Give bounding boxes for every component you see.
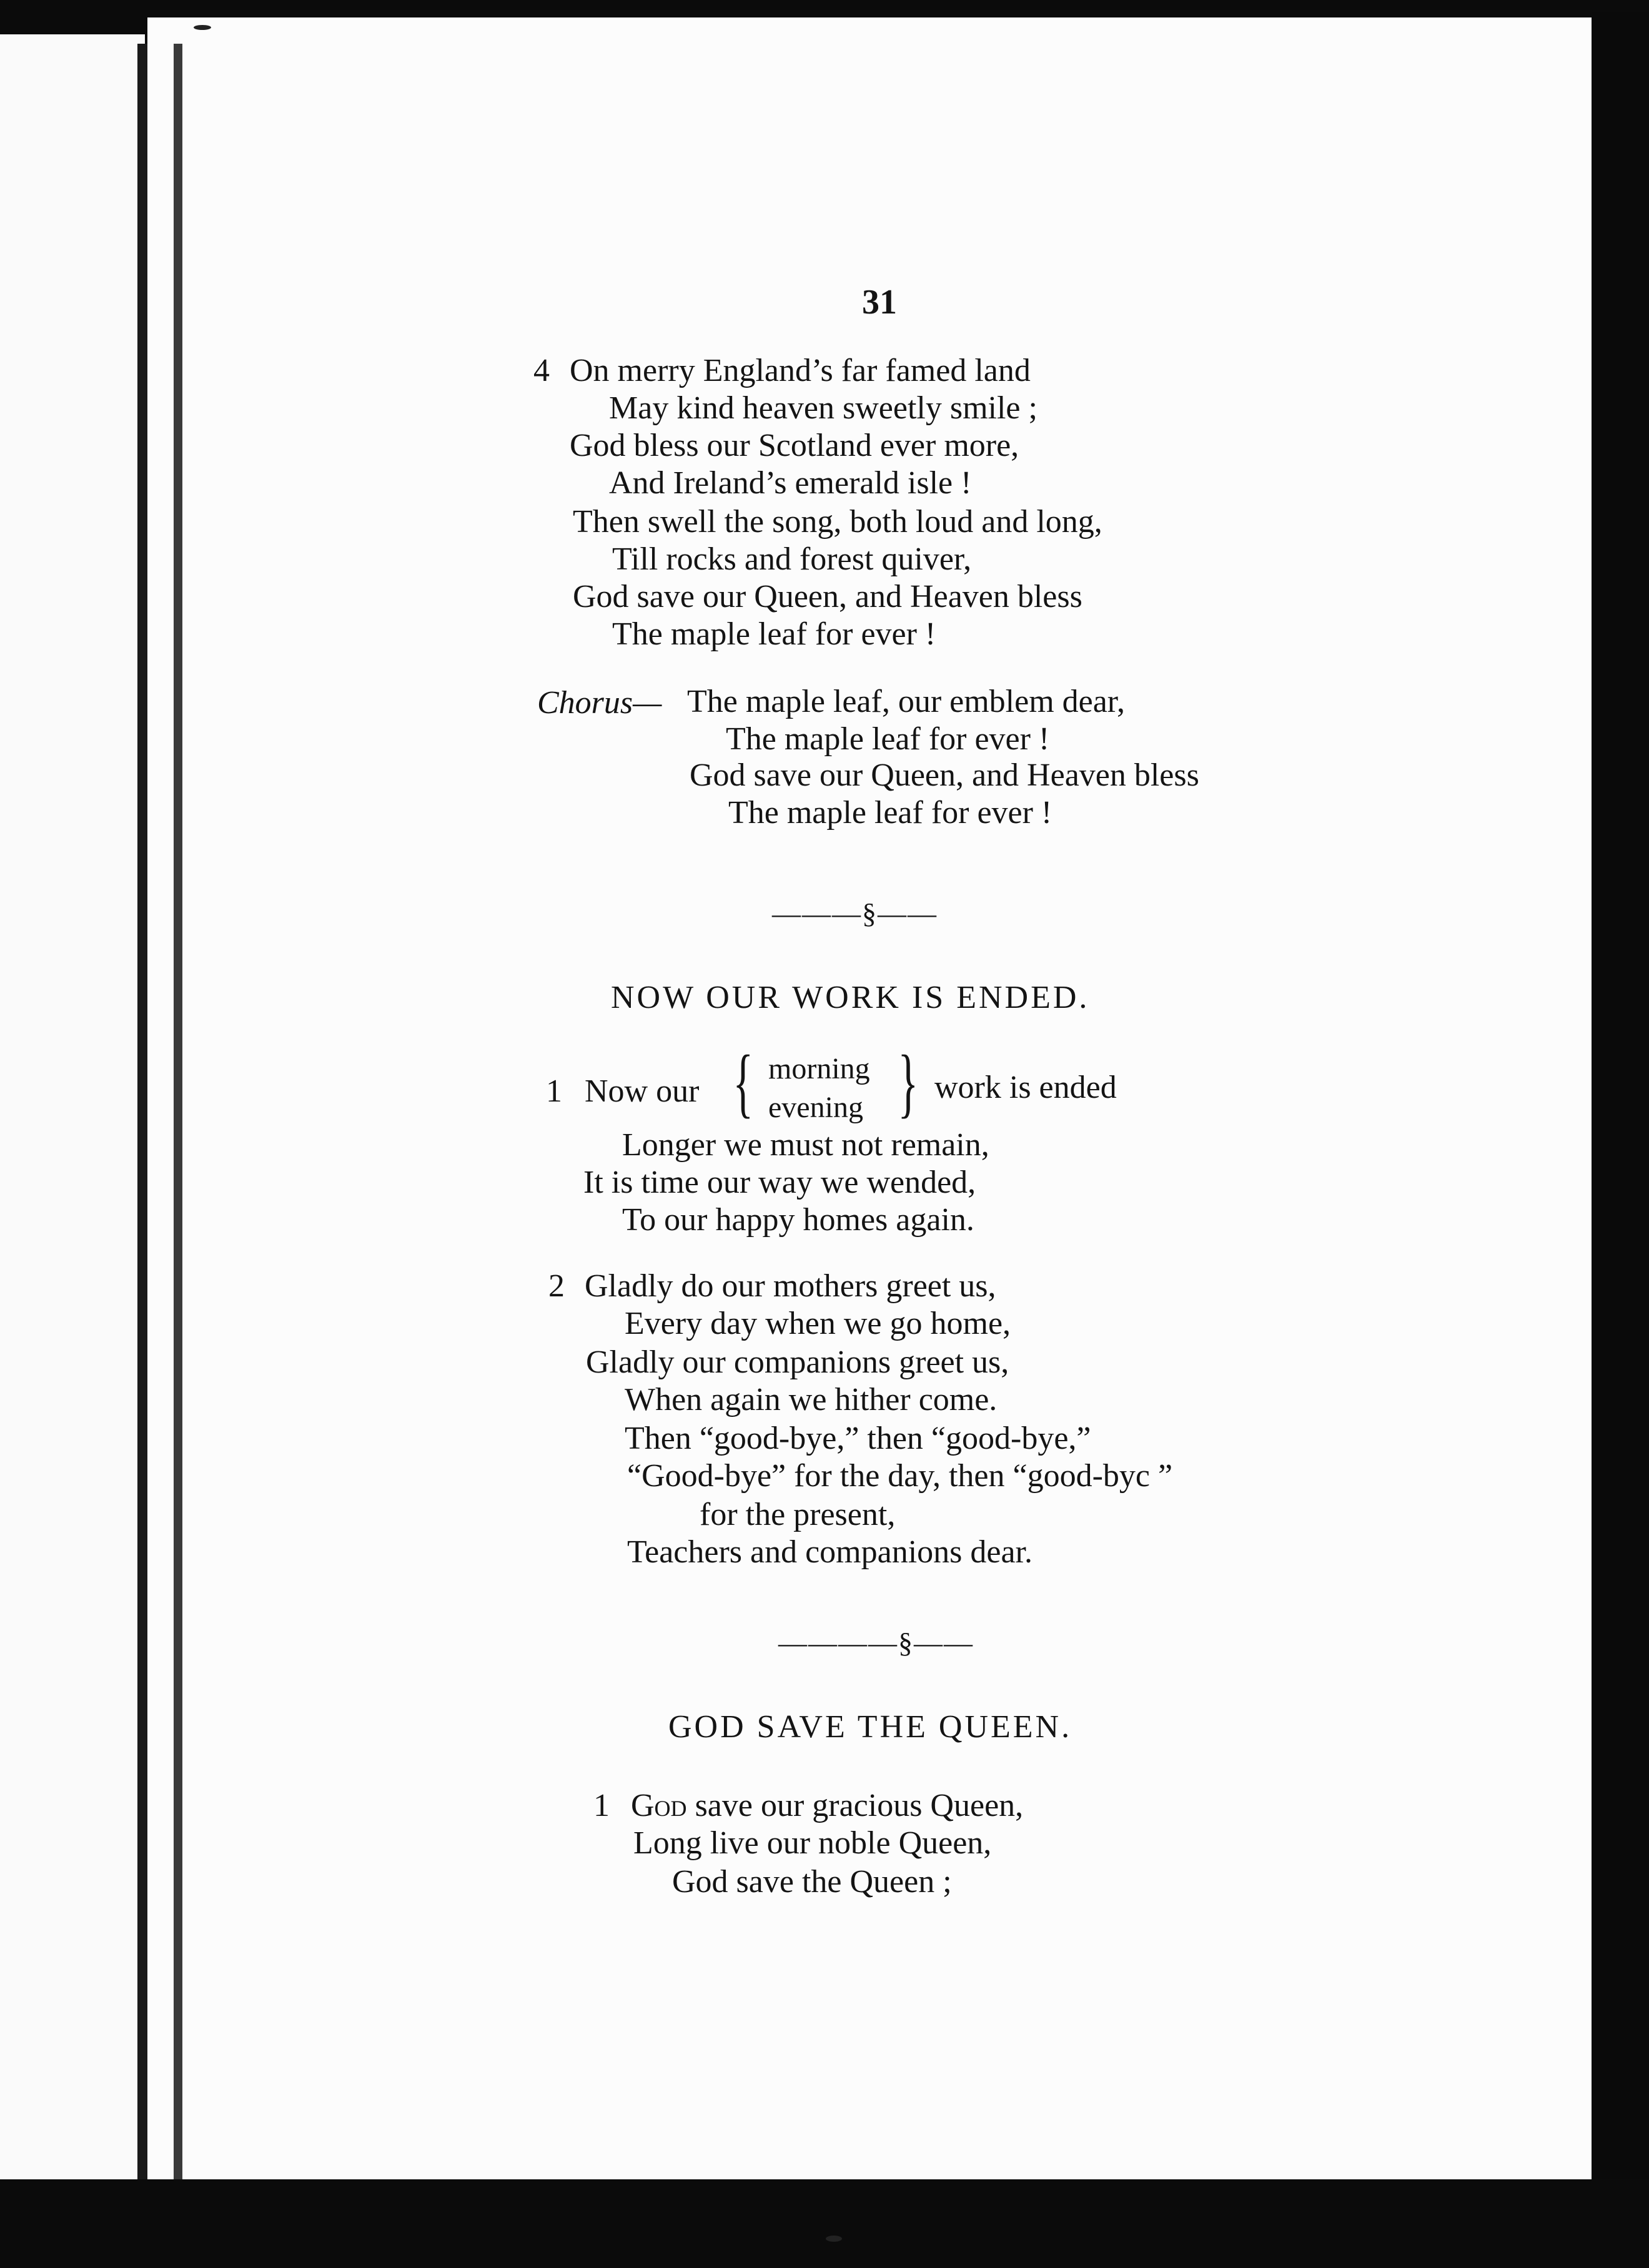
chorus-line: The maple leaf for ever ! — [726, 721, 1050, 757]
verse-option-bottom: evening — [768, 1091, 863, 1124]
verse-line: Longer we must not remain, — [622, 1127, 989, 1163]
right-brace: } — [898, 1040, 919, 1125]
scan-border-right — [1592, 12, 1649, 2211]
verse-line: When again we hither come. — [625, 1382, 998, 1418]
verse-line: God save the Queen ; — [672, 1864, 952, 1900]
verse-number: 2 — [548, 1268, 565, 1304]
verse-line: Till rocks and forest quiver, — [612, 541, 972, 577]
verse-option-top: morning — [768, 1052, 870, 1085]
chorus-line: The maple leaf for ever ! — [728, 795, 1052, 831]
verse-line: Gladly our companions greet us, — [586, 1344, 1009, 1380]
scan-border-bottom — [0, 2179, 1649, 2268]
left-brace: { — [733, 1040, 754, 1125]
verse-line: Every day when we go home, — [625, 1306, 1011, 1341]
verse-first-word: God — [631, 1788, 687, 1823]
verse-line: Then “good-bye,” then “good-bye,” — [625, 1421, 1091, 1456]
verse-line: It is time our way we wended, — [583, 1165, 976, 1200]
verse-line: The maple leaf for ever ! — [612, 616, 936, 652]
verse-line: On merry England’s far famed land — [570, 353, 1031, 388]
hymn-title: NOW OUR WORK IS ENDED. — [611, 980, 1090, 1015]
scan-speck — [826, 2236, 842, 2242]
verse-number: 4 — [533, 353, 550, 388]
verse-line: God bless our Scotland ever more, — [570, 428, 1019, 463]
verse-line: “Good-bye” for the day, then “good-byc ” — [627, 1458, 1173, 1494]
verse-line: May kind heaven sweetly smile ; — [609, 390, 1037, 426]
verse-line: God save our Queen, and Heaven bless — [573, 579, 1082, 614]
verse-line: Long live our noble Queen, — [633, 1825, 992, 1861]
chorus-label: Chorus— — [537, 685, 662, 721]
chorus-line: The maple leaf, our emblem dear, — [687, 684, 1126, 719]
chorus-line: God save our Queen, and Heaven bless — [690, 757, 1199, 793]
section-divider: ———§—— — [772, 897, 938, 929]
book-binding — [137, 44, 147, 2186]
verse-line: Gladly do our mothers greet us, — [585, 1268, 996, 1304]
section-divider: ————§—— — [778, 1627, 974, 1659]
verse-number: 1 — [593, 1788, 610, 1823]
verse-number: 1 — [546, 1073, 562, 1109]
verse-line-rest: save our gracious Queen, — [686, 1788, 1024, 1823]
verse-line: And Ireland’s emerald isle ! — [609, 465, 972, 501]
scan-speck — [194, 25, 211, 30]
hymn-title: GOD SAVE THE QUEEN. — [668, 1709, 1072, 1745]
facing-page-edge — [0, 34, 145, 2220]
verse-line: Then swell the song, both loud and long, — [573, 504, 1102, 540]
verse-line: Now our — [585, 1073, 700, 1109]
verse-line: work is ended — [934, 1070, 1117, 1105]
verse-line — [631, 1787, 1023, 1825]
verse-line: Teachers and companions dear. — [627, 1534, 1032, 1570]
page-number: 31 — [862, 283, 897, 322]
verse-line: for the present, — [700, 1497, 896, 1532]
verse-line: To our happy homes again. — [622, 1202, 974, 1238]
gutter-shadow — [174, 44, 182, 2186]
